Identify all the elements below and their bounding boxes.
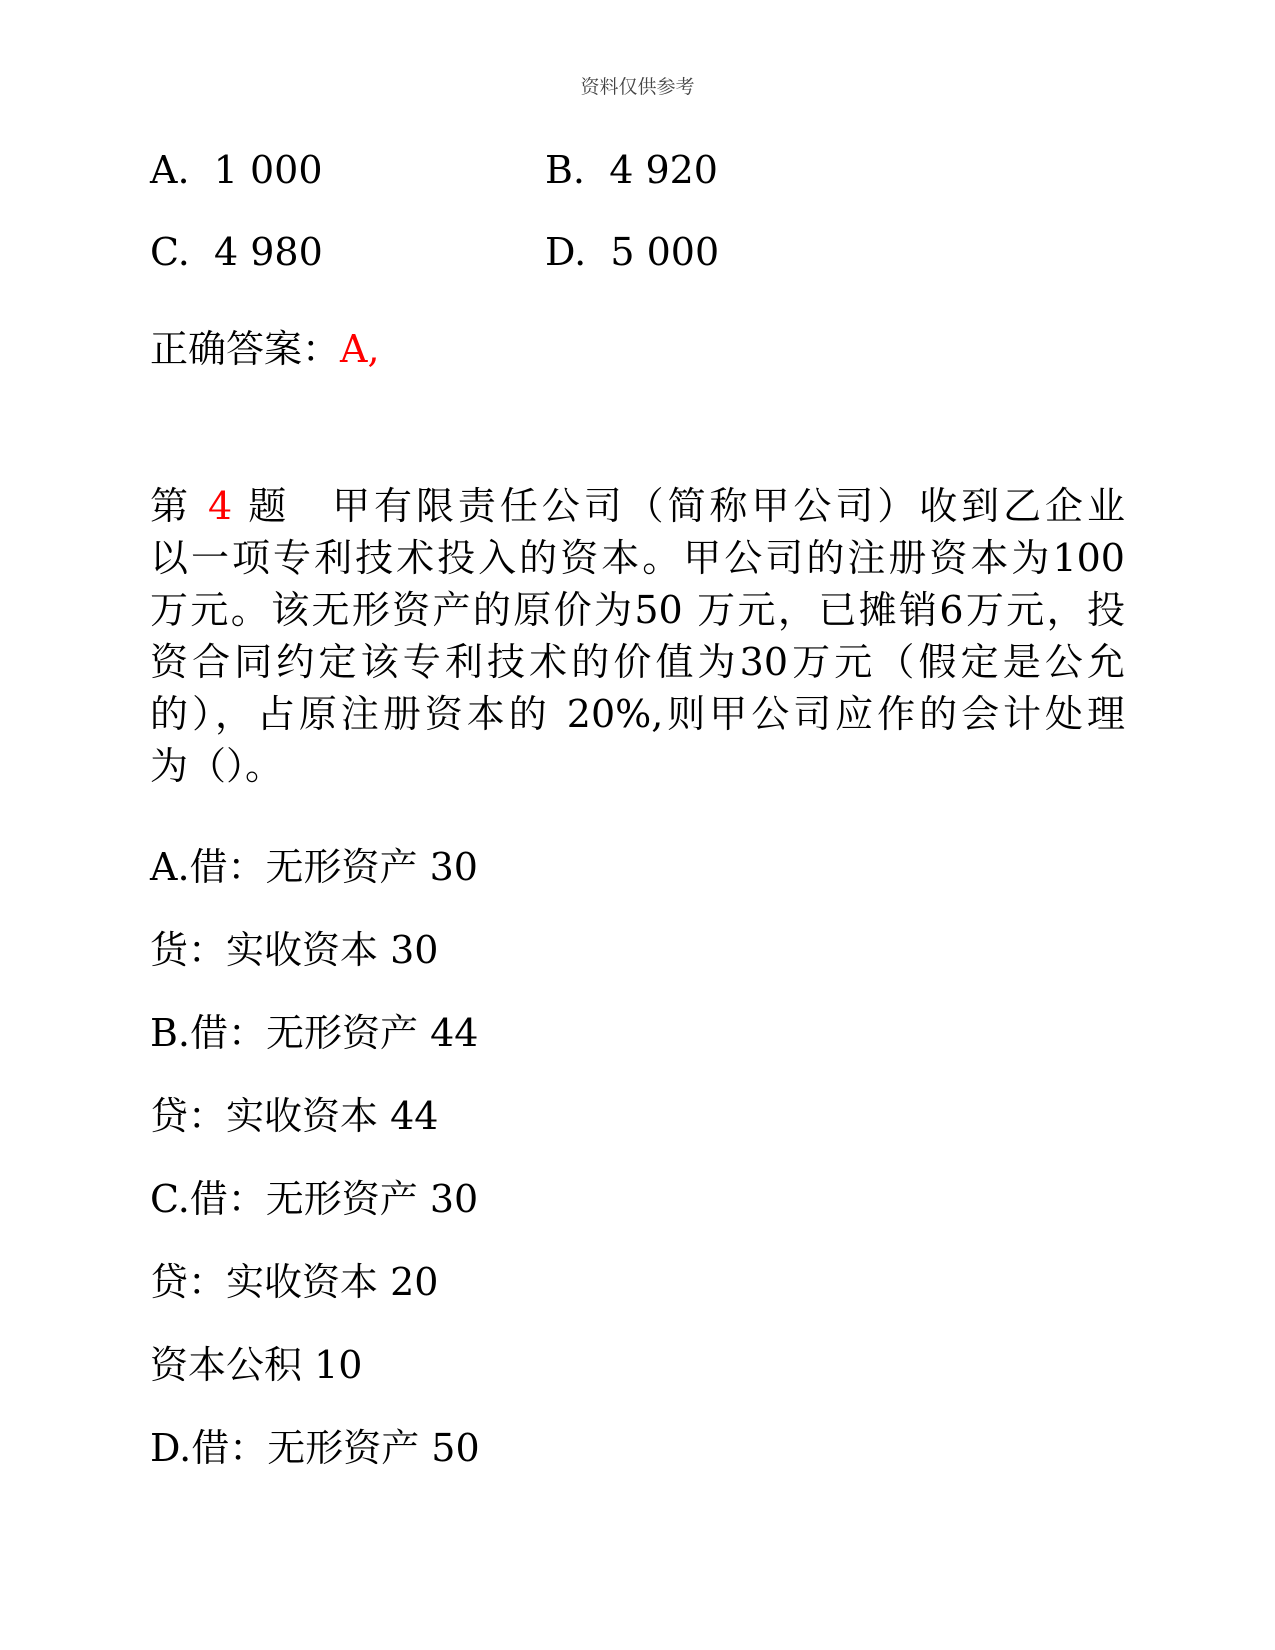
option-d-value: 5 000	[610, 230, 720, 274]
question-text-line: 甲有限责任公司（简称甲公司）收到乙企业	[332, 484, 1125, 528]
question-prefix: 第	[150, 484, 192, 528]
option-a-label: A.	[150, 148, 190, 192]
question-line-3: 万元。该无形资产的原价为50 万元，已摊销6万元，投	[150, 588, 1125, 632]
question-number: 4	[207, 484, 233, 528]
correct-answer	[150, 318, 380, 373]
choice-line: D.借：无形资产 50	[150, 1426, 480, 1470]
choice-line: 资本公积 10	[150, 1343, 363, 1387]
question-line-5: 的），占原注册资本的 20%,则甲公司应作的会计处理	[150, 692, 1125, 736]
page-header: 资料仅供参考	[580, 76, 695, 98]
choice-line: A.借：无形资产 30	[150, 845, 478, 889]
options-row-2	[150, 230, 940, 312]
previous-question-options	[150, 148, 940, 312]
question-4-choices	[150, 836, 480, 1500]
option-c-label: C.	[150, 230, 190, 274]
option-b-value: 4 920	[609, 148, 718, 192]
choice-line: 贷：实收资本 20	[150, 1260, 439, 1304]
options-row-1	[150, 148, 940, 230]
choice-line: 贷：实收资本 44	[150, 1094, 439, 1138]
option-d-label: D.	[545, 230, 587, 274]
option-c	[150, 230, 545, 312]
question-line-4: 资合同约定该专利技术的价值为30万元（假定是公允	[150, 640, 1125, 684]
option-a	[150, 148, 545, 230]
choice-line: C.借：无形资产 30	[150, 1177, 479, 1221]
question-line-1	[150, 480, 1125, 532]
answer-label: 正确答案：	[150, 327, 341, 371]
question-4	[150, 480, 1125, 792]
option-d	[545, 230, 940, 312]
answer-value: A,	[340, 327, 380, 371]
option-b-label: B.	[545, 148, 586, 192]
choice-line: 货：实收资本 30	[150, 928, 439, 972]
choice-line: B.借：无形资产 44	[150, 1011, 479, 1055]
question-line-2: 以一项专利技术投入的资本。甲公司的注册资本为100	[150, 536, 1125, 580]
option-b	[545, 148, 940, 230]
option-c-value: 4 980	[213, 230, 323, 274]
question-suffix: 题	[248, 484, 291, 528]
question-line-6: 为（）。	[150, 744, 284, 788]
option-a-value: 1 000	[213, 148, 323, 192]
